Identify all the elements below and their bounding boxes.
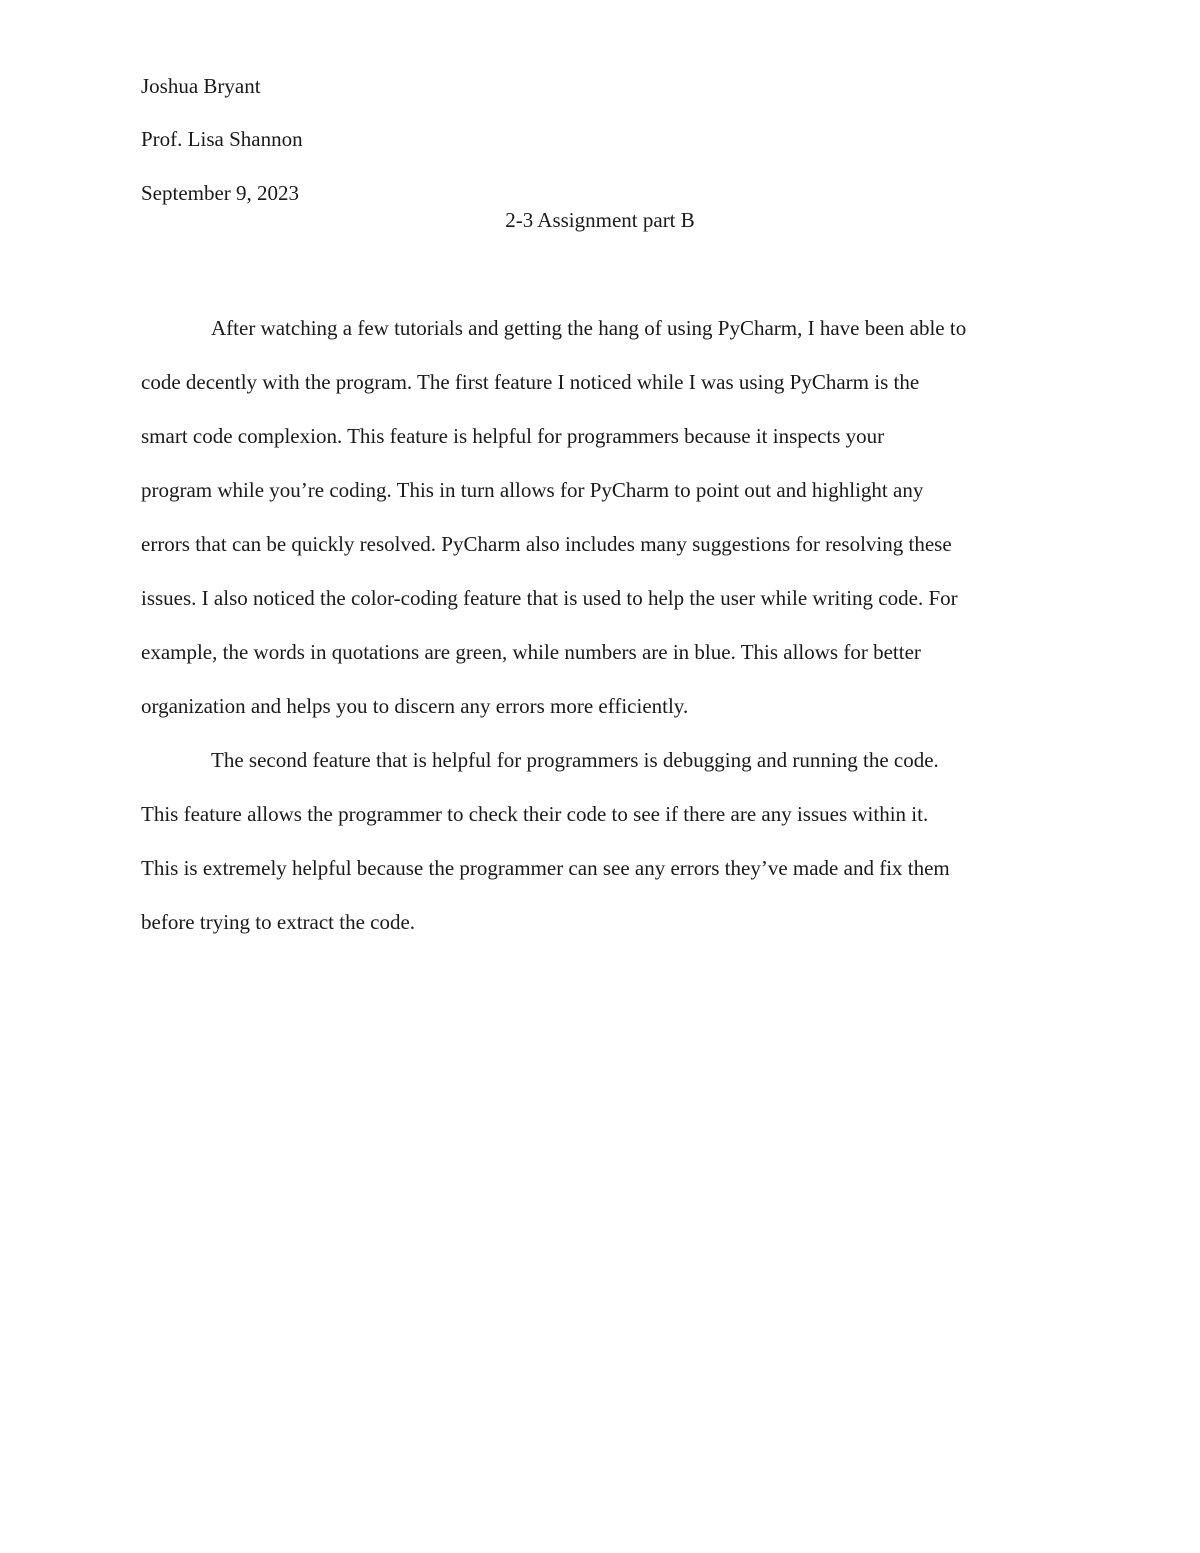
document-title: 2-3 Assignment part B bbox=[505, 208, 695, 232]
paragraph-line: organization and helps you to discern any errors more efficiently. bbox=[141, 694, 689, 718]
author-name: Joshua Bryant bbox=[141, 74, 261, 98]
paragraph-line: code decently with the program. The first feature I noticed while I was using PyCharm is the bbox=[141, 370, 920, 394]
paragraph-line: smart code complexion. This feature is helpful for programmers because it inspects your bbox=[141, 424, 885, 448]
paragraph-line: example, the words in quotations are green, while numbers are in blue. This allows for better bbox=[141, 640, 921, 664]
paragraph-line: The second feature that is helpful for programmers is debugging and running the code. bbox=[211, 748, 939, 772]
paragraph-2 bbox=[141, 733, 1061, 949]
document-date: September 9, 2023 bbox=[141, 181, 300, 205]
paragraph-1 bbox=[141, 301, 1061, 733]
paragraph-line: After watching a few tutorials and getting the hang of using PyCharm, I have been able to bbox=[211, 316, 967, 340]
paragraph-line: issues. I also noticed the color-coding feature that is used to help the user while writing code. For bbox=[141, 586, 958, 610]
document-body bbox=[141, 301, 1061, 949]
professor-name: Prof. Lisa Shannon bbox=[141, 127, 303, 151]
paragraph-line: program while you’re coding. This in turn allows for PyCharm to point out and highlight any bbox=[141, 478, 924, 502]
paragraph-line: before trying to extract the code. bbox=[141, 910, 416, 934]
paragraph-line: This is extremely helpful because the programmer can see any errors they’ve made and fix them bbox=[141, 856, 950, 880]
paragraph-line: This feature allows the programmer to check their code to see if there are any issues within it. bbox=[141, 802, 929, 826]
paragraph-line: errors that can be quickly resolved. PyCharm also includes many suggestions for resolving these bbox=[141, 532, 952, 556]
